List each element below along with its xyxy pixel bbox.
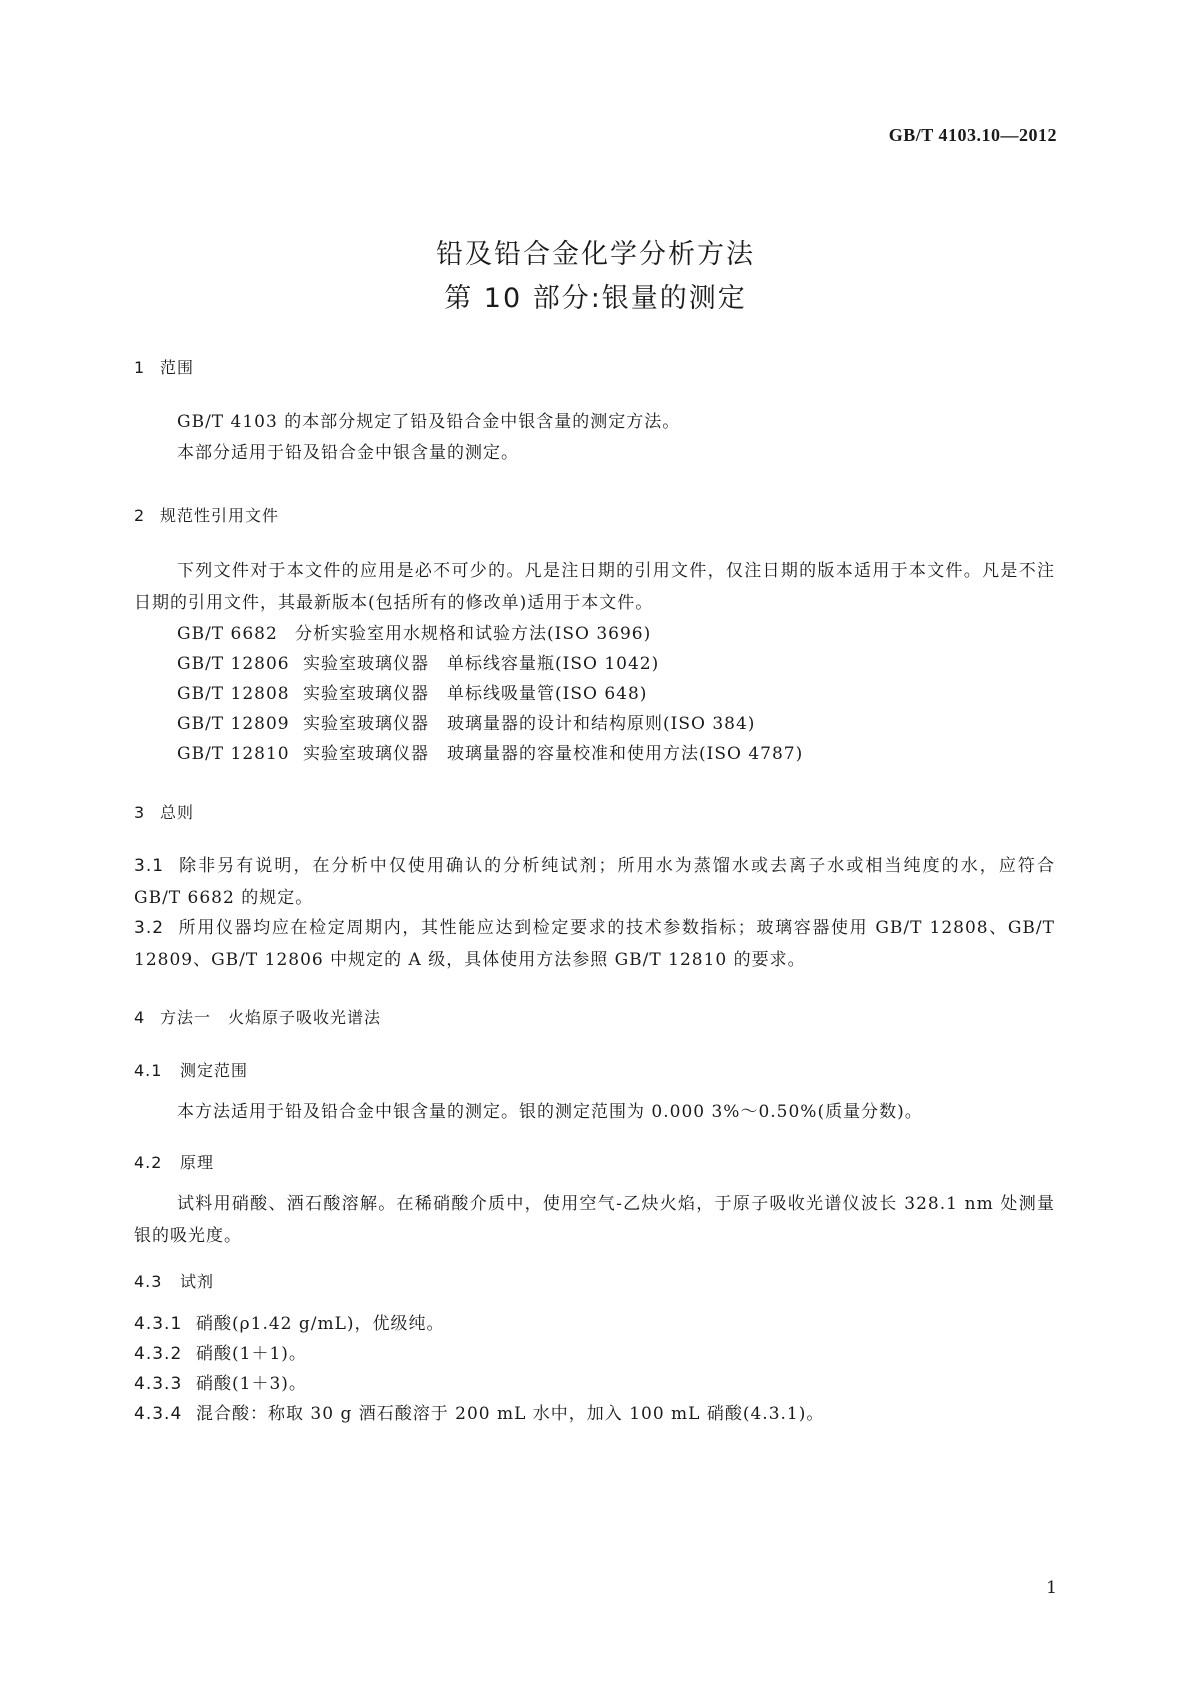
reference-title: 实验室玻璃仪器 玻璃量器的设计和结构原则(ISO 384) (303, 714, 756, 734)
reference-code: GB/T 12809 (177, 714, 290, 734)
subsection-4-2-heading (134, 1150, 214, 1173)
standard-code: GB/T 4103.10—2012 (888, 125, 1057, 145)
subsection-number: 4.1 (134, 1061, 163, 1080)
measurement-range-text: 本方法适用于铅及铅合金中银含量的测定。银的测定范围为 0.000 3%～0.50%(质量分数)。 (177, 1102, 923, 1122)
page-number: 1 (1046, 1578, 1057, 1598)
clause-number: 3.1 (134, 856, 165, 876)
scope-paragraph-2: 本部分适用于铅及铅合金中银含量的测定。 (177, 443, 519, 463)
section-title: 方法一 火焰原子吸收光谱法 (160, 1008, 382, 1027)
clause-3-2 (134, 912, 1055, 976)
reagent-item (134, 1309, 445, 1334)
section-1-heading (134, 355, 194, 378)
reference-title: 分析实验室用水规格和试验方法(ISO 3696) (295, 624, 652, 644)
reagent-number: 4.3.4 (134, 1404, 183, 1424)
section-2-heading (134, 503, 279, 526)
reagent-text: 硝酸(1＋3)。 (196, 1374, 307, 1394)
reagent-number: 4.3.2 (134, 1344, 183, 1364)
reference-title: 实验室玻璃仪器 玻璃量器的容量校准和使用方法(ISO 4787) (303, 744, 804, 764)
reagent-item (134, 1369, 307, 1394)
reagent-text: 混合酸：称取 30 g 酒石酸溶于 200 mL 水中，加入 100 mL 硝酸(4.3.1)。 (196, 1404, 825, 1424)
document-subtitle: 第 10 部分:银量的测定 (444, 283, 747, 314)
reagent-number: 4.3.3 (134, 1374, 183, 1394)
subsection-4-1-heading (134, 1058, 248, 1081)
reagent-item (134, 1339, 307, 1364)
document-title: 铅及铅合金化学分析方法 (436, 239, 755, 270)
reference-code: GB/T 6682 (177, 624, 278, 644)
reagent-text: 硝酸(1＋1)。 (196, 1344, 307, 1364)
section-number: 1 (134, 358, 146, 377)
reference-item (177, 649, 659, 674)
principle-text: 试料用硝酸、酒石酸溶解。在稀硝酸介质中，使用空气-乙炔火焰，于原子吸收光谱仪波长 328.1 nm 处测量银的吸光度。 (134, 1194, 1055, 1246)
reference-title: 实验室玻璃仪器 单标线吸量管(ISO 648) (303, 684, 648, 704)
reference-item (177, 739, 803, 764)
section-title: 规范性引用文件 (160, 506, 280, 525)
references-intro: 下列文件对于本文件的应用是必不可少的。凡是注日期的引用文件，仅注日期的版本适用于本文件。凡是不注日期的引用文件，其最新版本(包括所有的修改单)适用于本文件。 (134, 561, 1055, 613)
clause-text: 所用仪器均应在检定周期内，其性能应达到检定要求的技术参数指标；玻璃容器使用 GB/T 12808、GB/T 12809、GB/T 12806 中规定的 A 级，具体使用方法参照 GB/T 12810 的要求。 (134, 918, 1055, 970)
clause-3-1 (134, 850, 1055, 914)
section-number: 2 (134, 506, 146, 525)
reference-item (177, 619, 651, 644)
clause-text: 除非另有说明，在分析中仅使用确认的分析纯试剂；所用水为蒸馏水或去离子水或相当纯度的水，应符合 GB/T 6682 的规定。 (134, 856, 1055, 908)
subsection-4-3-heading (134, 1269, 214, 1292)
reference-title: 实验室玻璃仪器 单标线容量瓶(ISO 1042) (303, 654, 660, 674)
section-4-heading (134, 1005, 381, 1028)
clause-number: 3.2 (134, 918, 165, 938)
reference-item (177, 709, 755, 734)
section-number: 3 (134, 803, 146, 822)
section-title: 范围 (160, 358, 195, 377)
reference-item (177, 679, 647, 704)
section-title: 总则 (160, 803, 195, 822)
subsection-title: 试剂 (180, 1272, 215, 1291)
reagent-number: 4.3.1 (134, 1314, 183, 1334)
reagent-item (134, 1399, 824, 1424)
subsection-number: 4.2 (134, 1153, 163, 1172)
subsection-title: 原理 (180, 1153, 215, 1172)
reference-code: GB/T 12808 (177, 684, 290, 704)
reagent-text: 硝酸(ρ1.42 g/mL)，优级纯。 (196, 1314, 445, 1334)
reference-code: GB/T 12806 (177, 654, 290, 674)
scope-paragraph-1: GB/T 4103 的本部分规定了铅及铅合金中银含量的测定方法。 (177, 412, 681, 432)
subsection-title: 测定范围 (180, 1061, 249, 1080)
section-number: 4 (134, 1008, 146, 1027)
reference-code: GB/T 12810 (177, 744, 290, 764)
subsection-number: 4.3 (134, 1272, 163, 1291)
section-3-heading (134, 800, 194, 823)
